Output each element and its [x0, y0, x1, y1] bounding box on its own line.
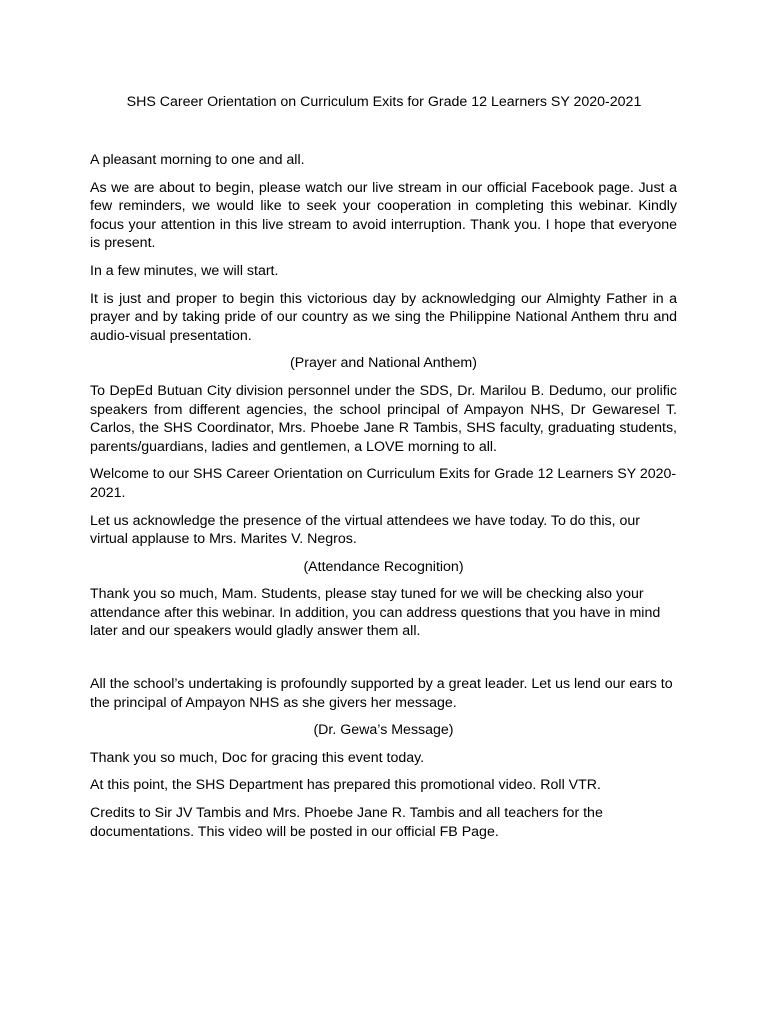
document-body [90, 151, 677, 850]
paragraph-prayer-intro: It is just and proper to begin this victorious day by acknowledging our Almighty Father in a prayer and by taking pride of our country as we sing the Philippine National Anthem thru and audio-visual presentation. [90, 290, 677, 344]
paragraph-thank-you-doc: Thank you so much, Doc for gracing this event today. [90, 749, 425, 766]
cue-attendance-recognition: (Attendance Recognition) [303, 558, 464, 575]
cue-principal-message: (Dr. Gewa’s Message) [313, 722, 454, 739]
paragraph-start-notice: In a few minutes, we will start. [90, 262, 279, 279]
paragraph-welcome: Welcome to our SHS Career Orientation on Curriculum Exits for Grade 12 Learners SY 2020-2021. [90, 466, 677, 501]
paragraph-attendees: Let us acknowledge the presence of the virtual attendees we have today. To do this, our virtual applause to Mrs. Marites V. Negros. [90, 512, 640, 548]
document-title: SHS Career Orientation on Curriculum Exits for Grade 12 Learners SY 2020-2021 [126, 94, 642, 110]
paragraph-greeting: A pleasant morning to one and all. [90, 152, 305, 168]
paragraph-acknowledgements: To DepEd Butuan City division personnel under the SDS, Dr. Marilou B. Dedumo, our prolific speakers from different agencies, the school principal of Ampayon NHS, Dr Gewaresel T. Carlos, the SHS Coordinator, Mrs. Phoebe Jane R Tambis, SHS faculty, graduating students, parents/guardians, ladies and gentlemen, a LOVE morning to all. [90, 382, 677, 455]
paragraph-reminders: As we are about to begin, please watch our live stream in our official Facebook page. Just a few reminders, we would like to seek your cooperation in completing this webinar. Kindly focus your attention in this live stream to avoid interruption. Thank you. I hope that everyone is present. [90, 179, 677, 252]
paragraph-credits: Credits to Sir JV Tambis and Mrs. Phoebe Jane R. Tambis and all teachers for the documentations. This video will be posted in our official FB Page. [90, 805, 603, 840]
paragraph-principal-intro: All the school’s undertaking is profoundly supported by a great leader. Let us lend our ears to the principal of Ampayon NHS as she givers her message. [90, 676, 673, 711]
cue-prayer-anthem: (Prayer and National Anthem) [290, 355, 477, 372]
paragraph-roll-vtr: At this point, the SHS Department has prepared this promotional video. Roll VTR. [90, 777, 601, 794]
paragraph-thank-you-mam: Thank you so much, Mam. Students, please stay tuned for we will be checking also your attendance after this webinar. In addition, you can address questions that you have in mind later and our speakers would gladly answer them all. [90, 586, 661, 640]
